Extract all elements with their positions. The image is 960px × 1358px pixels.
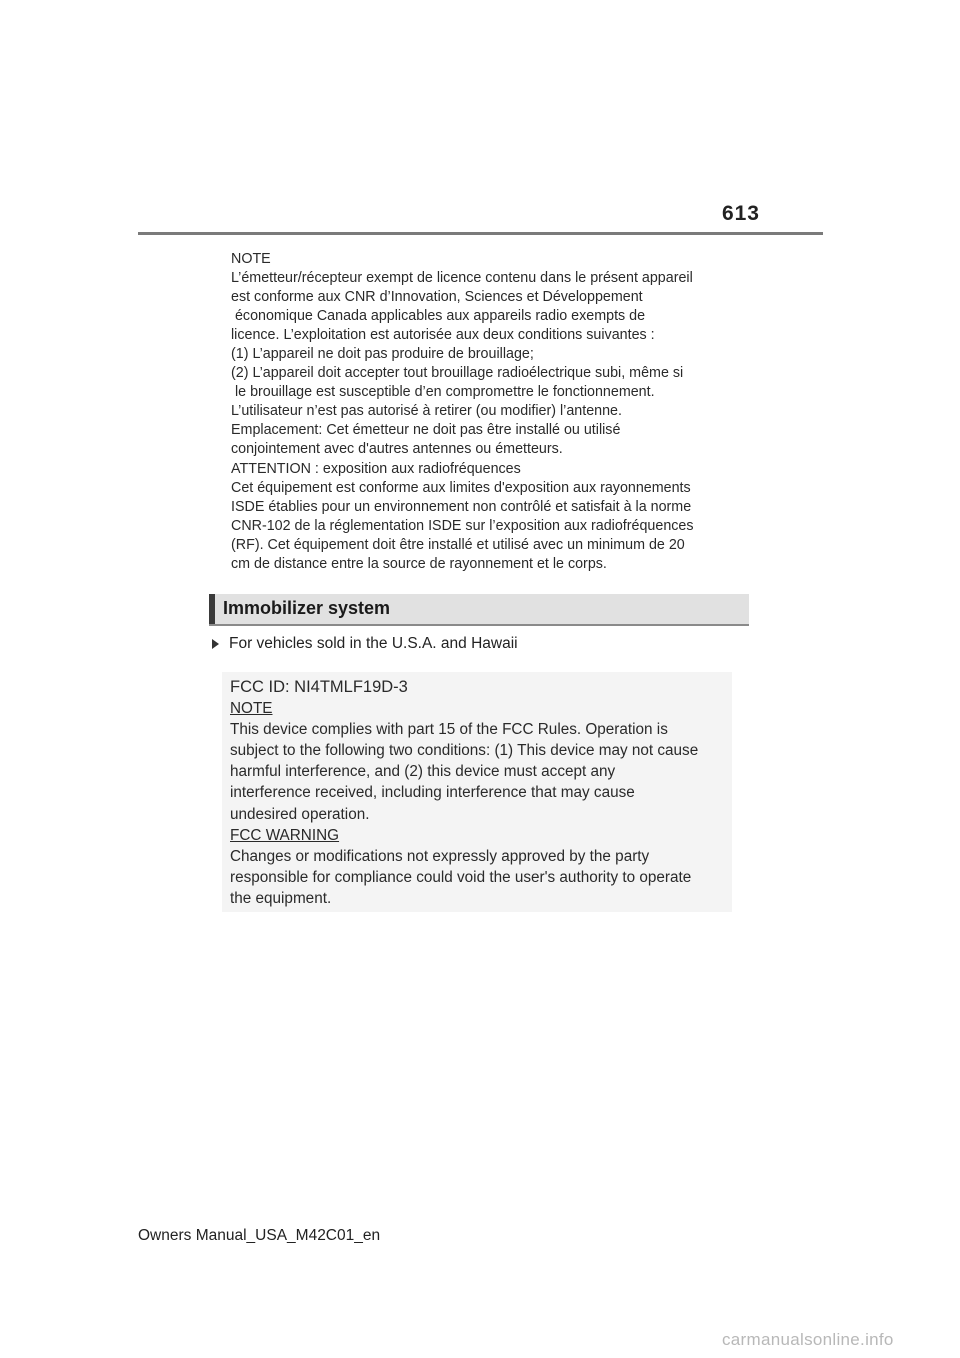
section-heading (209, 594, 749, 626)
section-title: Immobilizer system (223, 598, 391, 618)
french-notice-line: ISDE établies pour un environnement non contrôlé et satisfait à la norme (231, 498, 692, 515)
french-notice (231, 250, 751, 574)
fcc-note-heading: NOTE (230, 700, 273, 718)
page-number: 613 (721, 202, 760, 225)
fcc-note-line: This device complies with part 15 of the FCC Rules. Operation is (230, 721, 668, 739)
french-notice-line: Emplacement: Cet émetteur ne doit pas être installé ou utilisé (231, 422, 621, 439)
subsection-heading (212, 635, 518, 653)
fcc-warning-line: the equipment. (230, 889, 332, 907)
fcc-notice-text (230, 677, 730, 909)
french-notice-line: CNR-102 de la réglementation ISDE sur l’exposition aux radiofréquences (231, 517, 694, 534)
subsection-title: For vehicles sold in the U.S.A. and Hawaii (229, 635, 518, 652)
french-notice-line: ATTENTION : exposition aux radiofréquences (231, 460, 521, 477)
fcc-warning-line: Changes or modifications not expressly approved by the party (230, 847, 650, 865)
fcc-note-line: harmful interference, and (2) this device must accept any (230, 763, 616, 781)
fcc-id: FCC ID: NI4TMLF19D-3 (230, 678, 408, 696)
french-notice-line: le brouillage est susceptible d’en compromettre le fonctionnement. (231, 384, 655, 401)
fcc-note-line: interference received, including interference that may cause (230, 784, 635, 802)
french-notice-line: Cet équipement est conforme aux limites d'exposition aux rayonnements (231, 479, 691, 496)
french-notice-line: cm de distance entre la source de rayonnement et le corps. (231, 555, 607, 572)
header-rule (138, 232, 823, 235)
french-notice-line: NOTE (231, 251, 271, 267)
french-notice-line: licence. L’exploitation est autorisée aux deux conditions suivantes : (231, 327, 655, 344)
french-notice-line: (1) L’appareil ne doit pas produire de brouillage; (231, 346, 534, 363)
french-notice-line: (RF). Cet équipement doit être installé et utilisé avec un minimum de 20 (231, 536, 685, 553)
french-notice-line: L’émetteur/récepteur exempt de licence contenu dans le présent appareil (231, 270, 693, 287)
french-notice-line: conjointement avec d'autres antennes ou émetteurs. (231, 441, 563, 458)
footer-text: Owners Manual_USA_M42C01_en (138, 1227, 381, 1244)
triangle-bullet-icon (212, 639, 219, 649)
french-notice-line: (2) L’appareil doit accepter tout brouillage radioélectrique subi, même si (231, 365, 684, 382)
french-notice-line: L’utilisateur n’est pas autorisé à retirer (ou modifier) l’antenne. (231, 403, 622, 420)
french-notice-line: économique Canada applicables aux appareils radio exempts de (231, 308, 646, 325)
fcc-warning-line: responsible for compliance could void the user's authority to operate (230, 868, 692, 886)
french-notice-line: est conforme aux CNR d’Innovation, Sciences et Développement (231, 289, 643, 306)
fcc-note-line: undesired operation. (230, 805, 370, 823)
fcc-note-line: subject to the following two conditions: (1) This device may not cause (230, 742, 699, 760)
fcc-warning-heading: FCC WARNING (230, 826, 340, 844)
fcc-notice-box (222, 672, 732, 912)
watermark: carmanualsonline.info (722, 1330, 894, 1349)
section-heading-bar (209, 594, 215, 624)
